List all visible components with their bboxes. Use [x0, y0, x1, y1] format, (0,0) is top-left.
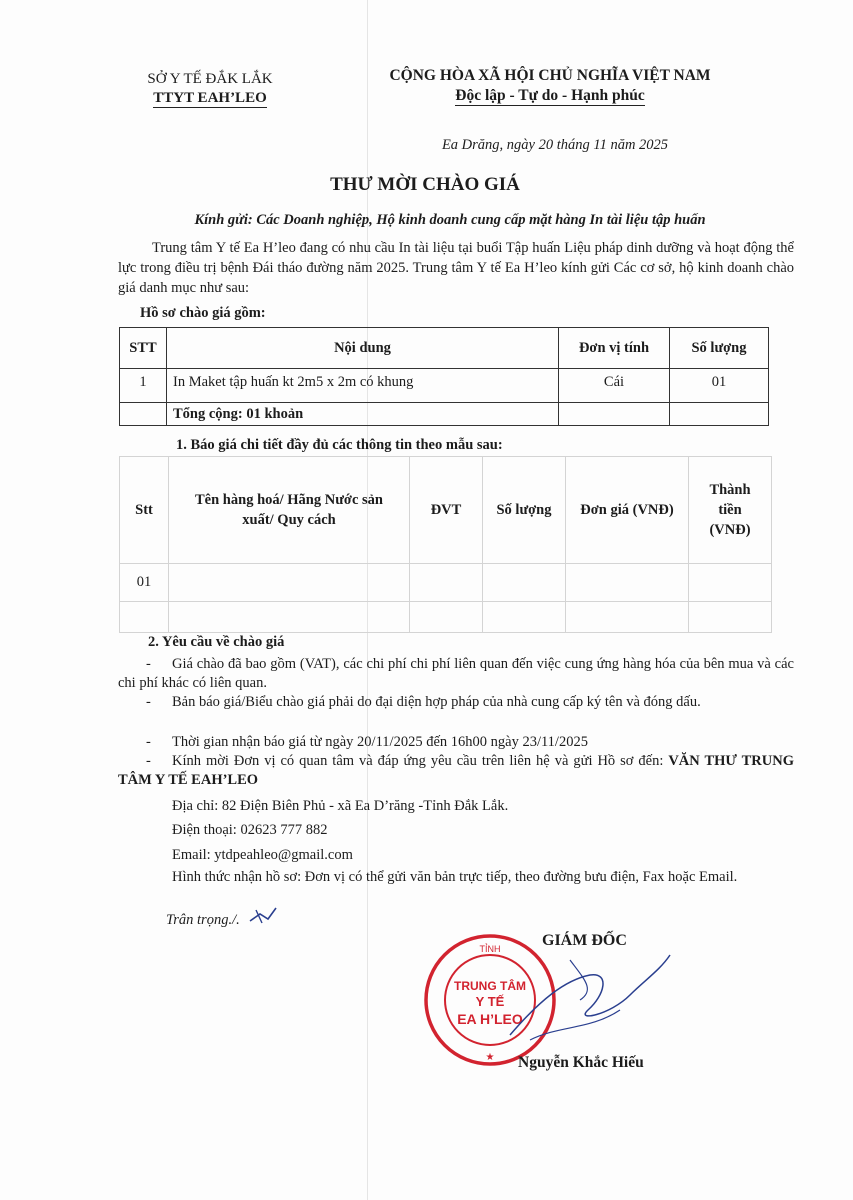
q-col-price: Đơn giá (VNĐ) [566, 457, 689, 564]
col-unit: Đơn vị tính [559, 328, 670, 369]
director-name: Nguyễn Khắc Hiếu [518, 1054, 644, 1071]
requirement-2: - Bản báo giá/Biểu chào giá phải do đại diện hợp pháp của nhà cung cấp ký tên và đóng dấu. [118, 693, 794, 712]
q-col-unit: ĐVT [410, 457, 483, 564]
q-col-stt: Stt [120, 457, 169, 564]
quote-table-header [120, 457, 772, 564]
cell-stt: 1 [120, 369, 167, 403]
nation-header [360, 66, 740, 106]
total-row [120, 403, 769, 426]
cell-unit: Cái [559, 369, 670, 403]
q-col-name: Tên hàng hoá/ Hãng Nước sản xuất/ Quy cách [169, 457, 410, 564]
section-2-heading: 2. Yêu cầu về chào giá [148, 634, 285, 650]
closing: Trân trọng./. [166, 912, 240, 928]
contact-method: Hình thức nhận hồ sơ: Đơn vị có thể gửi văn bản trực tiếp, theo đường bưu điện, Fax hoặc Email. [172, 869, 738, 885]
cell-content: In Maket tập huấn kt 2m5 x 2m có khung [167, 369, 559, 403]
svg-text:★: ★ [485, 1052, 495, 1063]
director-title: GIÁM ĐỐC [542, 932, 627, 949]
quote-template-table [119, 456, 772, 633]
recipient-office: VĂN THƯ TRUNG TÂM Y TẾ EAH’LEO [118, 753, 794, 788]
initial-mark-icon [248, 905, 278, 927]
q-col-qty: Số lượng [483, 457, 566, 564]
q-cell-stt: 01 [120, 564, 169, 602]
q-col-total: Thành tiền (VNĐ) [689, 457, 772, 564]
items-table [119, 327, 769, 426]
svg-text:TỈNH: TỈNH [479, 944, 501, 954]
table-row [120, 564, 772, 602]
agency-header [100, 70, 320, 108]
contact-address: Địa chỉ: 82 Điện Biên Phủ - xã Ea D’răng -Tỉnh Đắk Lắk. [172, 798, 509, 814]
dash: - [146, 694, 151, 710]
cell-qty: 01 [670, 369, 769, 403]
agency-line1: SỞ Y TẾ ĐẮK LẮK [147, 71, 273, 87]
section-1-heading: 1. Báo giá chi tiết đầy đủ các thông tin theo mẫu sau: [176, 437, 503, 453]
requirement-4: - Kính mời Đơn vị có quan tâm và đáp ứng yêu cầu trên liên hệ và gửi Hồ sơ đến: VĂN THƯ TRUNG TÂM Y TẾ EAH’LEO [118, 753, 794, 788]
intro-paragraph: Trung tâm Y tế Ea H’leo đang có nhu cầu In tài liệu tại buổi Tập huấn Liệu pháp dinh dưỡng và hoạt động thể lực trong điều trị bệnh Đái tháo đường năm 2025. Trung tâm Y tế Ea H’leo kính gửi Các cơ sở, hộ kinh doanh chào giá danh mục như sau: [118, 240, 794, 296]
place-date: Ea Drăng, ngày 20 tháng 11 năm 2025 [441, 137, 669, 153]
total-label: Tổng cộng: 01 khoản [167, 403, 559, 426]
stamp-line1: TRUNG TÂM [454, 979, 526, 993]
col-stt: STT [120, 328, 167, 369]
dash: - [146, 753, 151, 769]
col-qty: Số lượng [670, 328, 769, 369]
requirement-3: - Thời gian nhận báo giá từ ngày 20/11/2025 đến 16h00 ngày 23/11/2025 [118, 733, 794, 752]
handwritten-signature [470, 940, 680, 1060]
nation-line2: Độc lập - Tự do - Hạnh phúc [455, 87, 645, 104]
nation-line1: CỘNG HÒA XÃ HỘI CHỦ NGHĨA VIỆT NAM [389, 67, 711, 84]
dossier-label: Hồ sơ chào giá gồm: [140, 305, 266, 321]
requirement-1: - Giá chào đã bao gồm (VAT), các chi phí chi phí liên quan đến việc cung ứng hàng hóa của bên mua và các chi phí khác có liên quan. [118, 656, 794, 691]
stamp-line2: Y TẾ [475, 994, 505, 1009]
stamp-line3: EA H’LEO [457, 1011, 523, 1027]
recipient-line: Kính gửi: Các Doanh nghiệp, Hộ kinh doanh cung cấp mặt hàng In tài liệu tập huấn [194, 212, 706, 228]
dash: - [146, 734, 151, 750]
document-title: THƯ MỜI CHÀO GIÁ [330, 174, 520, 195]
contact-phone: Điện thoại: 02623 777 882 [172, 822, 328, 838]
agency-line2: TTYT EAH’LEO [153, 90, 267, 106]
table-row [120, 602, 772, 633]
contact-email: Email: ytdpeahleo@gmail.com [172, 847, 353, 863]
dash: - [146, 656, 151, 672]
col-content: Nội dung [167, 328, 559, 369]
items-table-header [120, 328, 769, 369]
table-row [120, 369, 769, 403]
